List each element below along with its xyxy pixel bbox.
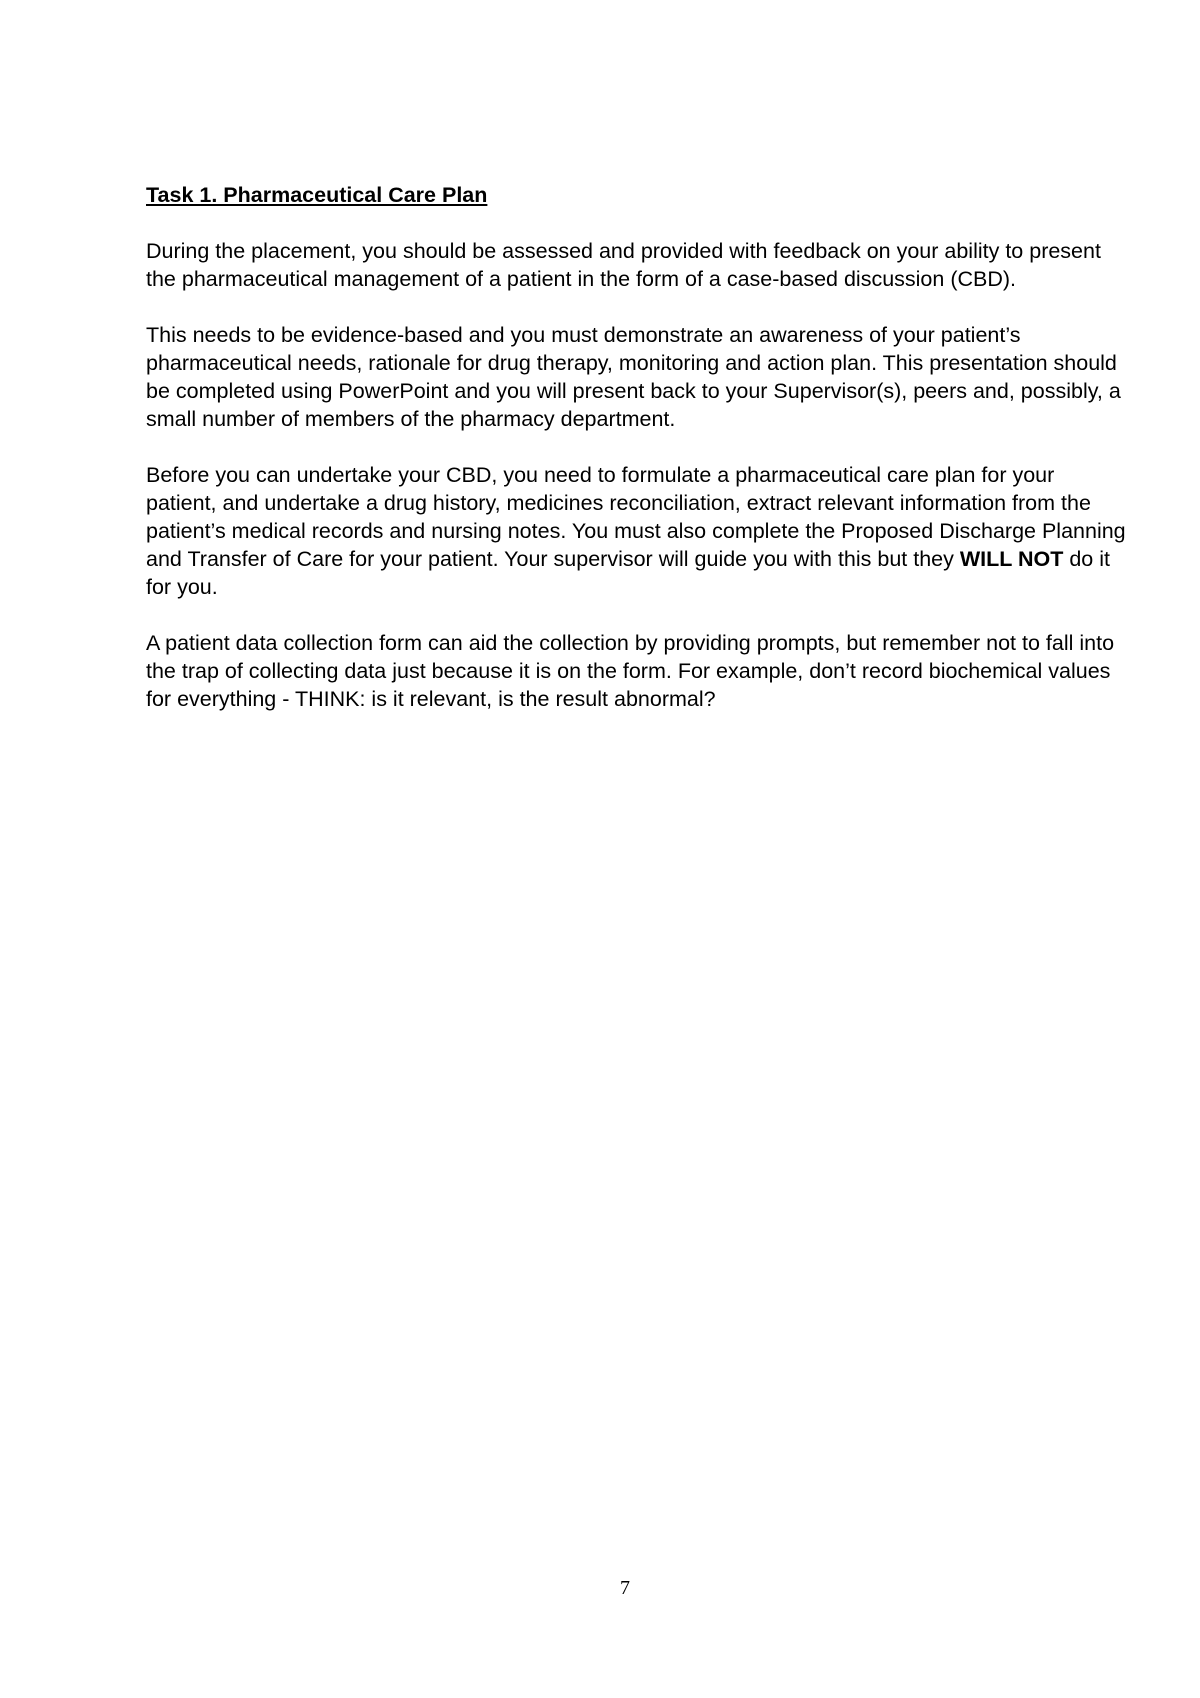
paragraph-care-plan <box>146 461 1126 601</box>
paragraph-placement-assessment: During the placement, you should be assessed and provided with feedback on your ability to present the pharmaceutical management of a patient in the form of a case-based discussion (CBD). <box>146 239 1101 291</box>
paragraph-data-collection: A patient data collection form can aid the collection by providing prompts, but remember not to fall into the trap of collecting data just because it is on the form. For example, don’t record biochemical values for everything - THINK: is it relevant, is the result abnormal? <box>146 631 1115 711</box>
paragraph-evidence-based: This needs to be evidence-based and you must demonstrate an awareness of your patient’s pharmaceutical needs, rationale for drug therapy, monitoring and action plan. This presentation should be completed using PowerPoint and you will present back to your Supervisor(s), peers and, possibly, a small number of members of the pharmacy department. <box>146 323 1121 431</box>
paragraph-care-plan-text: Before you can undertake your CBD, you need to formulate a pharmaceutical care plan for your patient, and undertake a drug history, medicines reconciliation, extract relevant information from the patient’s medical records and nursing notes. You must also complete the Proposed Discharge Planning and Transfer of Care for your patient. Your supervisor will guide you with this but they <box>146 463 1126 571</box>
paragraph-care-plan-end: do it for you. <box>146 547 1110 599</box>
page-number: 7 <box>620 1577 630 1599</box>
will-not-emphasis: WILL NOT <box>959 547 1064 571</box>
section-heading: Task 1. Pharmaceutical Care Plan <box>146 183 488 207</box>
page-content <box>146 181 1126 741</box>
